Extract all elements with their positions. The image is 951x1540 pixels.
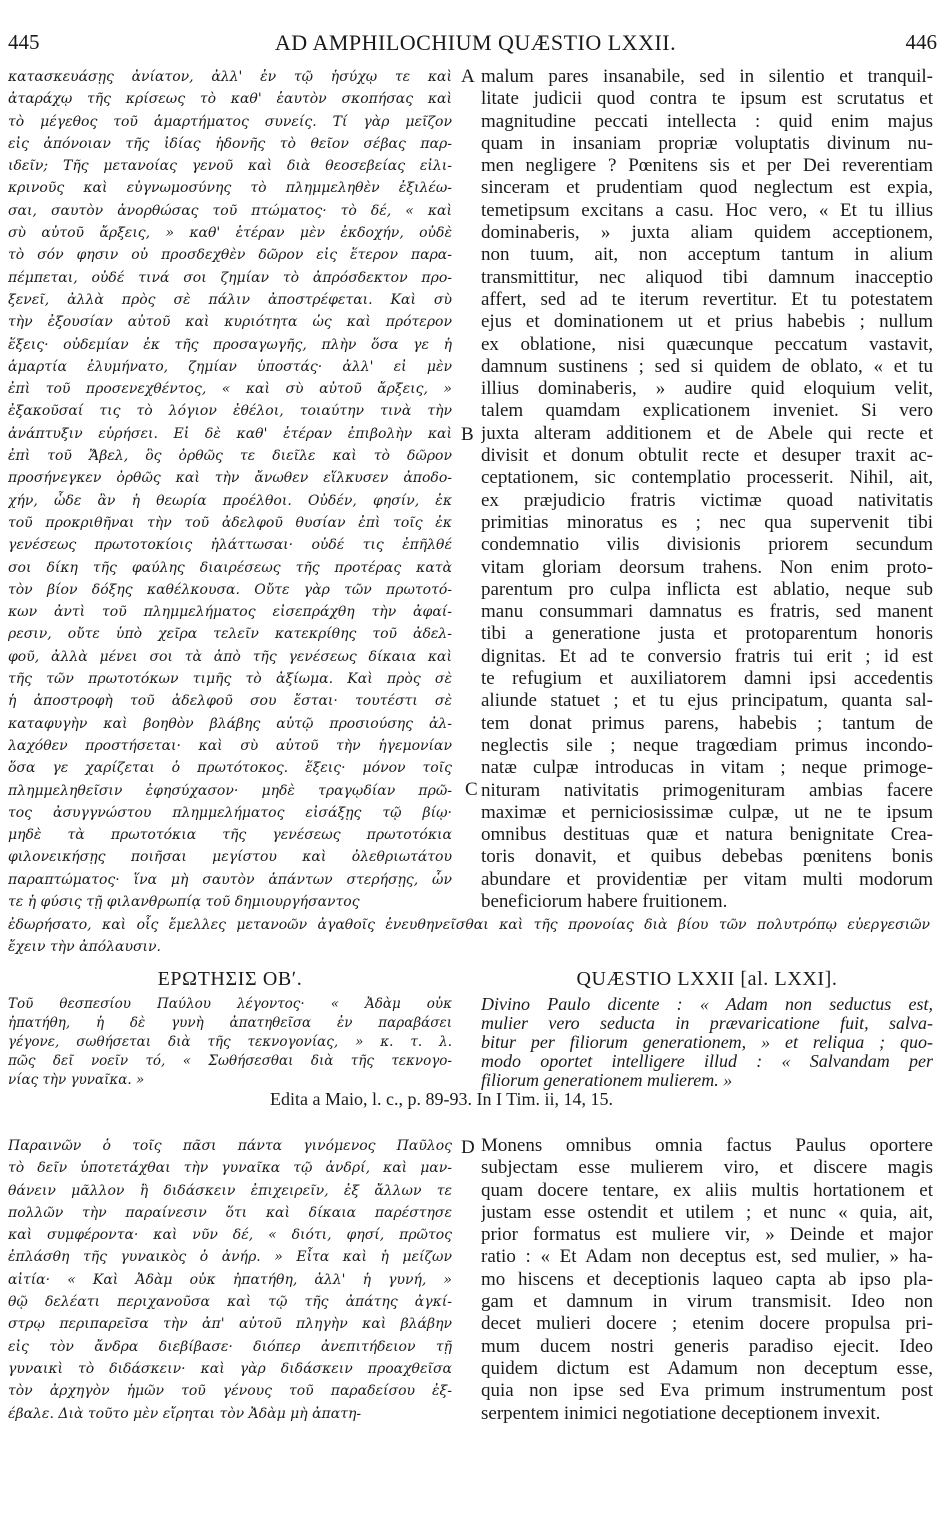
latin-text-line: condemnatio vilis divisionis priorem secundum xyxy=(481,534,933,556)
greek-text-line: τὸν βίον δόξης καθέλκουσα. Οὔτε γὰρ τῶν πρωτοτό- xyxy=(8,581,452,598)
greek-text-line: θῷ δελέατι περιχανοῦσα καὶ τῷ τῆς ἀπάτης ἀγκί- xyxy=(8,1294,452,1311)
greek-text-line: φιλονεικήσῃς ποιῆσαι μεγίστου καὶ ὀλεθριωτάτου xyxy=(8,849,452,866)
greek-text-line: ιδεῖν; Τῆς μετανοίας γενοῦ καὶ διὰ θεοσεβείας εἰλι- xyxy=(8,158,452,175)
latin-text-line: litate judicii quod contra te ipsum est scrutatus et xyxy=(481,88,933,110)
latin-lemma-line: filiorum generationem mulierem. » xyxy=(481,1071,733,1090)
greek-text-line: κρινοῦς καὶ εὐγνωμοσύνης τὸ πλημμεληθὲν ἐξιλέω- xyxy=(8,180,452,197)
latin-lemma-line: Divino Paulo dicente : « Adam non seductus est, xyxy=(481,995,933,1014)
latin-text-line: toris donavit, et quibus debebas pœnitens bonis xyxy=(481,846,933,868)
greek-text-line: ἀνάπτυξιν εὑρήσει. Εἰ δὲ καθ' ἑτέραν ἐπιβολὴν καὶ xyxy=(8,425,452,442)
greek-lemma-line: Τοῦ θεσπεσίου Παύλου λέγοντος· « Ἀδὰμ οὐκ xyxy=(8,996,452,1012)
greek-text-line: γυναικὶ τὸ διδάσκειν· καὶ γὰρ διδάσκειν προαχθεῖσα xyxy=(8,1360,452,1377)
greek-text-line: καὶ συμφέροντα· καὶ νῦν δέ, « διότι, φησί, πρῶτος xyxy=(8,1227,452,1244)
latin-text-line: mo hiscens et deceptionis laqueo capta ab ipso pla- xyxy=(481,1268,933,1290)
margin-letter-c: C xyxy=(465,779,478,800)
latin-text-line: non tuum, ait, non acceptum tantum in alium xyxy=(481,244,933,266)
latin-lemma-line: bitur per filiorum generationem, » et reliqua ; quo- xyxy=(481,1033,933,1052)
greek-text-line: ἐδωρήσατο, καὶ οἷς ἔμελλες μετανοῶν ἀγαθοῖς ἐνευθηνεῖσθαι καὶ τῆς προνοίας διὰ βίου τῶν πολυτρόπῳ εὐεργεσιῶν xyxy=(8,917,930,933)
greek-text-line: εἰς ἀπόνοιαν τῆς ἰδίας ἡδονῆς τὸ θεῖον σέβας παρ- xyxy=(8,135,452,152)
edition-note: Edita a Maio, l. c., p. 89-93. In I Tim. ii, 14, 15. xyxy=(270,1089,613,1109)
latin-text-line: men negligere ? Pœnitens sis et per Dei reverentiam xyxy=(481,155,933,177)
latin-text-line: juxta alteram additionem et de Abele qui recte et xyxy=(481,422,933,444)
greek-text-line: ὅσα γε χαρίζεται ὁ πρωτότοκος. ἕξεις· μόνον τοῖς xyxy=(8,760,452,777)
greek-text-line: σὺ αὐτοῦ ἄρξεις, » καθ' ἑτέραν μὲν ἐκδοχήν, οὐδὲ xyxy=(8,225,452,242)
latin-text-line: sinceram et prudentiam quod neglectum est expia, xyxy=(481,177,933,199)
greek-column-2 xyxy=(8,1135,452,1425)
greek-text-line: Παραινῶν ὁ τοῖς πᾶσι πάντα γινόμενος Παῦλος xyxy=(8,1138,452,1154)
latin-text-line: aliunde statuet ; et tu ejus principatum, quanta sal- xyxy=(481,690,933,712)
latin-text-line: damnum sustinens ; sed si quidem de oblato, « et tu xyxy=(481,355,933,377)
latin-text-line: quidem dictum est Adamum non deceptum esse, xyxy=(481,1357,933,1379)
latin-lemma xyxy=(481,995,933,1090)
greek-text-line: λαχόθεν προστήσεται· καὶ σὺ αὐτοῦ τὴν ἡγεμονίαν xyxy=(8,737,452,754)
margin-letter-a: A xyxy=(461,66,475,87)
latin-text-line: ejus et dominationem ut et prius habebis ; nullum xyxy=(481,311,933,333)
greek-text-line: κατασκευάσῃς ἀνίατον, ἀλλ' ἐν τῷ ἡσύχῳ τε καὶ xyxy=(8,69,452,85)
greek-text-line: ἔχειν τὴν ἀπόλαυσιν. xyxy=(8,939,161,956)
latin-text-line: maximæ et perniciosissimæ culpæ, ut ne te ipsum xyxy=(481,801,933,823)
latin-text-line: quam in insaniam propriæ voluptatis divinum nu- xyxy=(481,132,933,154)
greek-text-line: στρῳ περιπαρεῖσα τὴν ἀπ' αὐτοῦ πληγὴν καὶ βλάβην xyxy=(8,1316,452,1333)
latin-text-line: decet mulieri docere ; etenim docere propulsa pri- xyxy=(481,1313,933,1335)
latin-text-line: neglectis sile ; neque tragœdiam primus incondo- xyxy=(481,734,933,756)
greek-text-line: γενέσεως πρωτοτοκίοις ἠλάττωσαι· οὐδέ τις ἐπῆλθέ xyxy=(8,537,452,554)
latin-text-line: dominaberis, » juxta aliam quidem acceptionem, xyxy=(481,222,933,244)
greek-text-line: θάνειν μᾶλλον ἢ διδάσκειν ἐπιχειρεῖν, ἐξ ἄλλων τε xyxy=(8,1182,452,1199)
latin-text-line: affert, sed ad te iterum revertitur. Et tu potestatem xyxy=(481,288,933,310)
greek-text-line: εἰς τὸν ἄνδρα διεβίβασε· διόπερ ἀνεπιτήδειον τῇ xyxy=(8,1338,452,1355)
latin-text-line: natæ culpæ introducas in vitam ; neque primoge- xyxy=(481,757,933,779)
greek-question-heading: ΕΡΩΤΗΣΙΣ ΟΒʹ. xyxy=(157,968,303,990)
greek-text-line: παραπτώματος· ἵνα μὴ σαυτὸν ἁπάντων στερήσῃς, ὧν xyxy=(8,871,452,888)
running-header xyxy=(0,30,951,60)
greek-text-line: ἐπὶ τοῦ Ἄβελ, ὃς ὀρθῶς τε διεῖλε καὶ τὸ δῶρον xyxy=(8,448,452,465)
page-number-left: 445 xyxy=(8,30,40,54)
latin-text-line: magnitudine peccati intellecta : quid enim majus xyxy=(481,110,933,132)
greek-text-line: ρεσιν, οὔτε ὑπὸ χεῖρα τελεῖν κατεκρίθης τοῦ ἀδελ- xyxy=(8,626,452,643)
greek-text-line: ἡ ἀποστροφὴ τοῦ ἀδελφοῦ σου ἔσται· τουτέστι σὲ xyxy=(8,693,452,710)
latin-text-line: quia non ipse sed Eva primum instrumentum post xyxy=(481,1380,933,1402)
greek-text-line: ἐπλάσθη τῆς γυναικὸς ὁ ἀνήρ. » Εἶτα καὶ ἡ μείζων xyxy=(8,1249,452,1266)
greek-text-line: αἰτία· « Καὶ Ἀδὰμ οὐκ ἠπατήθη, ἀλλ' ἡ γυνή, » xyxy=(8,1271,452,1288)
greek-text-line: σαι, σαυτὸν ἀνορθώσας τοῦ πτώματος· τὸ δέ, « καὶ xyxy=(8,202,452,219)
greek-text-line: κων ἀντὶ τοῦ πλημμελήματος εἰσεπράχθη τὴν ἀφαί- xyxy=(8,604,452,621)
greek-text-line: ἁμαρτία ἐλυμήνατο, ζημίαν ὑποστάς· ἀλλ' εἰ μὲν xyxy=(8,358,452,375)
greek-text-line: μηδὲ τὰ πρωτοτόκια τῆς γενέσεως πρωτοτόκια xyxy=(8,827,452,844)
greek-text-line: τὸ δεῖν ὑποτετάχθαι τὴν γυναῖκα τῷ ἀνδρί, καὶ μαν- xyxy=(8,1160,452,1177)
latin-lemma-line: mulier vero seducta in prævaricatione fuit, salva- xyxy=(481,1014,933,1033)
latin-question-heading: QUÆSTIO LXXII [al. LXXI]. xyxy=(576,968,838,990)
greek-text-line: τὸ σόν φησιν οὐ προσδεχθὲν δῶρον εἰς ἕτερον παρα- xyxy=(8,247,452,264)
latin-text-line: beneficiorum habere fruitionem. xyxy=(481,890,728,912)
greek-text-line: ἀταράχῳ τῆς κρίσεως τὸ καθ' ἑαυτὸν σκοπήσας καὶ xyxy=(8,91,452,108)
latin-text-line: tem donat primus parens, habebis ; tantum de xyxy=(481,712,933,734)
latin-text-line: abundare et providentiæ per vitam multi modorum xyxy=(481,868,933,890)
latin-text-line: temetipsum excitans a casu. Hoc vero, « Et tu illius xyxy=(481,199,933,221)
greek-text-line: ἐπὶ τοῦ προσενεχθέντος, « καὶ σὺ αὐτοῦ ἄρξεις, » xyxy=(8,381,452,398)
latin-text-line: mum ducem nostri generis paradiso ejecit. Ideo xyxy=(481,1335,933,1357)
greek-text-line: πέμπεται, οὐδέ τινά σοι ζημίαν τὸ ἀπρόσδεκτον προ- xyxy=(8,269,452,286)
greek-text-line: τὸ μέγεθος τοῦ ἁμαρτήματος συνείς. Τί γὰρ μεῖζον xyxy=(8,113,452,130)
greek-text-line: χήν, ὧδε ἂν ἡ θεωρία προέλθοι. Οὐδέν, φησίν, ἐκ xyxy=(8,492,452,509)
latin-text-line: transmittitur, nec aliquod tibi damnum inacceptio xyxy=(481,266,933,288)
greek-text-line: τὴν ἐξουσίαν αὐτοῦ καὶ κυριότητα ὡς καὶ πρότερον xyxy=(8,314,452,331)
latin-text-line: ex oblatione, nisi quæcunque peccatum vastavit, xyxy=(481,333,933,355)
latin-text-line: omnibus destituas quæ et natura benignitate Crea- xyxy=(481,824,933,846)
greek-text-line: πολλῶν τὴν παραίνεσιν ὅτι καὶ δίκαια παρέστησε xyxy=(8,1204,452,1221)
greek-text-line: τὸν ἀρχηγὸν ἡμῶν τοῦ γένους τοῦ παραδείσου ἐξ- xyxy=(8,1383,452,1400)
running-title: AD AMPHILOCHIUM QUÆSTIO LXXII. xyxy=(274,30,677,55)
greek-text-line: ξενεῖ, ἀλλὰ πρὸς σὲ πάλιν ἀποστρέφεται. Καὶ σὺ xyxy=(8,291,452,308)
latin-column-1 xyxy=(481,66,933,913)
latin-text-line: illius dominaberis, » audire quid eloquium velit, xyxy=(481,378,933,400)
greek-text-line: ἕξεις· οὐδεμίαν ἐκ τῆς προσαγωγῆς, πλὴν ὅσα γε ἡ xyxy=(8,336,452,353)
latin-text-line: Monens omnibus omnia factus Paulus oportere xyxy=(481,1135,933,1156)
greek-column-1 xyxy=(8,66,452,913)
latin-text-line: talem quamdam explicationem inveniet. Si vero xyxy=(481,400,933,422)
greek-lemma-line: νίας τὴν γυναῖκα. » xyxy=(8,1072,145,1088)
latin-text-line: serpentem inimici negotiatione deceptionem invexit. xyxy=(481,1402,881,1424)
greek-text-line: φοῦ, ἀλλὰ μένει σοι τὰ ἀπὸ τῆς γενέσεως δίκαια καὶ xyxy=(8,648,452,665)
greek-text-line: έβαλε. Διὰ τοῦτο μὲν εἴρηται τὸν Ἀδὰμ μὴ ἀπατη- xyxy=(8,1405,362,1422)
latin-text-line: parentum pro culpa inflicta est ablatio, neque sub xyxy=(481,578,933,600)
greek-text-line: ἐξακοῦσαί τις τὸ λόγιον ἐθέλοι, τοιαύτην τινὰ τὴν xyxy=(8,403,452,420)
latin-text-line: gam et damnum in virum transmisit. Ideo non xyxy=(481,1291,933,1313)
latin-text-line: ex præjudicio fratris victimæ quoad nativitatis xyxy=(481,489,933,511)
latin-column-2 xyxy=(481,1135,933,1425)
latin-lemma-line: modo oportet intelligere illud : « Salvandam per xyxy=(481,1052,933,1071)
greek-lemma-line: γέγονε, σωθήσεται διὰ τῆς τεκνογονίας, » κ. τ. λ. xyxy=(8,1034,452,1050)
greek-lemma-line: ἠπατήθη, ἡ δὲ γυνὴ ἀπατηθεῖσα ἐν παραβάσει xyxy=(8,1015,452,1031)
greek-text-line: προσήνεγκεν ὀρθῶς καὶ τὴν ἄνωθεν εἵλκυσεν ἀποδο- xyxy=(8,470,452,487)
latin-text-line: subjectam esse mulierem viro, et discere magis xyxy=(481,1157,933,1179)
latin-text-line: prior formatus est muliere vir, » Deinde et major xyxy=(481,1224,933,1246)
latin-text-line: te refugium et auxiliatorem damni ipsi accedentis xyxy=(481,668,933,690)
latin-text-line: nituram nativitatis primogenituram ambias facere xyxy=(481,779,933,801)
greek-text-line: καταφυγὴν καὶ βοηθὸν βλάβης αὐτῷ προσιούσης ἀλ- xyxy=(8,715,452,732)
greek-text-line: σοι δίκη τῆς φαύλης διαιρέσεως τῆς προτέρας κατὰ xyxy=(8,559,452,576)
greek-text-line: τε ἡ φύσις τῇ φιλανθρωπίᾳ τοῦ δημιουργήσαντος xyxy=(8,893,360,910)
latin-text-line: dignitas. Et ad te conversio fratris tui erit ; id est xyxy=(481,645,933,667)
greek-text-line: πλημμεληθεῖσιν ἐφησύχασον· μηδὲ τραγῳδίαν πρῶ- xyxy=(8,782,452,799)
latin-text-line: malum pares insanabile, sed in silentio et tranquil- xyxy=(481,66,933,87)
latin-text-line: ceptationem, sic contemplatio processerit. Nihil, ait, xyxy=(481,467,933,489)
latin-text-line: primitias minoratus es ; nec qua supervenit tibi xyxy=(481,511,933,533)
greek-lemma-line: πῶς δεῖ νοεῖν τό, « Σωθήσεσθαι διὰ τῆς τεκνογο- xyxy=(8,1053,452,1069)
latin-text-line: ratio : « Et Adam non deceptus est, sed mulier, » ha- xyxy=(481,1246,933,1268)
greek-text-line: τος ἀσυγγνώστου πλημμελήματος εἰσάξῃς τῷ βίῳ· xyxy=(8,804,452,821)
margin-letter-b: B xyxy=(461,424,474,445)
latin-text-line: manu consummari damnatus es fratris, sed manent xyxy=(481,601,933,623)
latin-text-line: tibi a generatione justa et protoparentum honoris xyxy=(481,623,933,645)
greek-full-width-lines xyxy=(8,914,930,959)
latin-text-line: quam docere tentare, ex aliis multis hortationem et xyxy=(481,1179,933,1201)
margin-letter-d: D xyxy=(461,1137,475,1158)
latin-text-line: vitam gloriam deorsum trahens. Non enim proto- xyxy=(481,556,933,578)
greek-lemma xyxy=(8,995,452,1090)
page-number-right: 446 xyxy=(905,30,937,54)
greek-text-line: τοῦ προκριθῆναι τὴν τοῦ ἀδελφοῦ θυσίαν ἐπὶ τοῖς ἐκ xyxy=(8,514,452,531)
greek-text-line: τῆς τῶν πρωτοτόκων τιμῆς τὸ ἀξίωμα. Καὶ πρὸς σὲ xyxy=(8,671,452,688)
latin-text-line: justam esse ostendit et utilem ; et nunc « quia, ait, xyxy=(481,1201,933,1223)
latin-text-line: divisit et donum obtulit recte et desuper traxit ac- xyxy=(481,445,933,467)
